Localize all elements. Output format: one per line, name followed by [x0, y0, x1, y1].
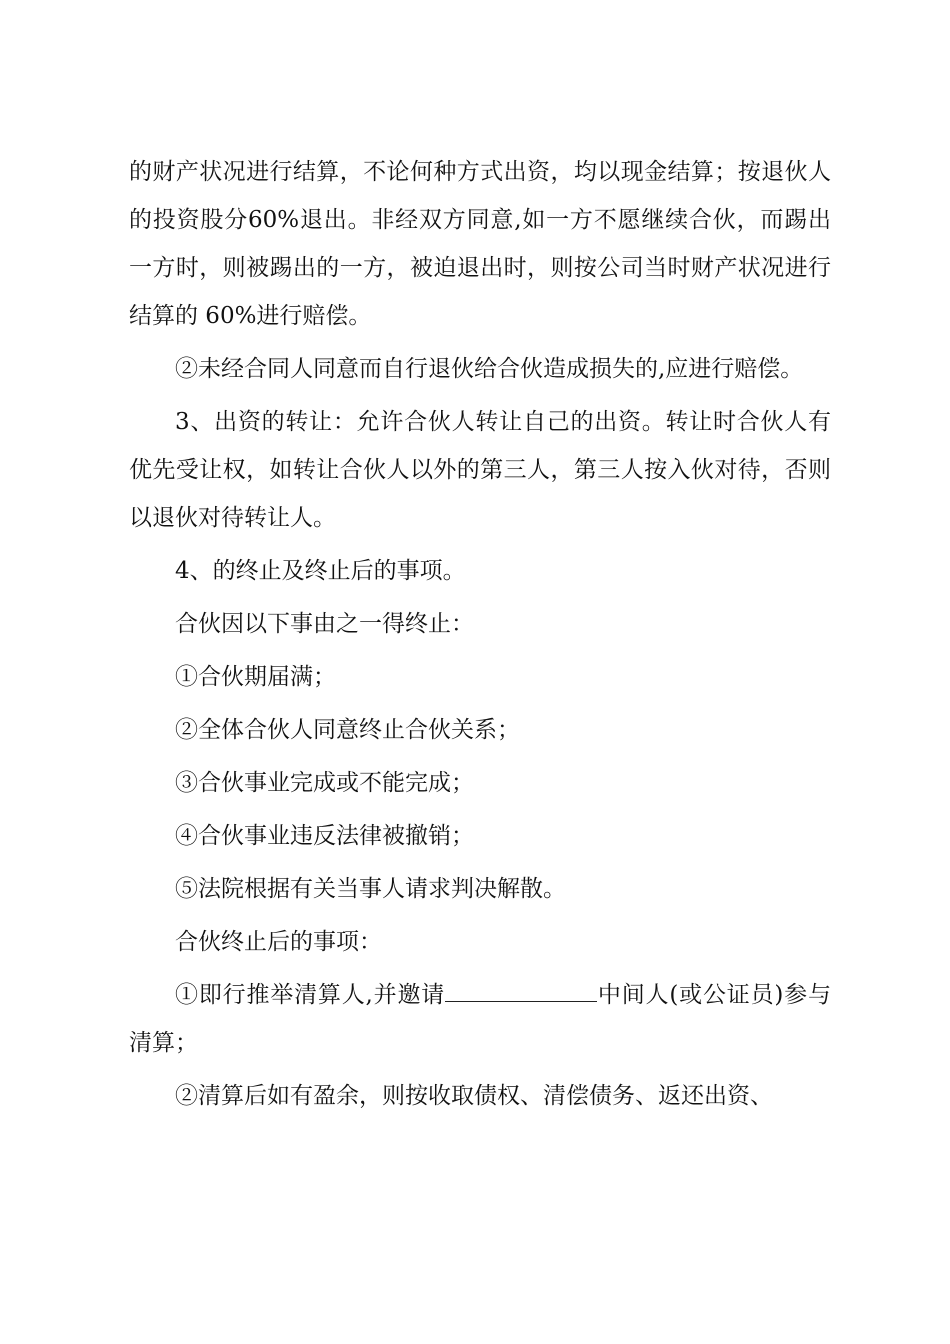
paragraph-settlement: 的财产状况进行结算，不论何种方式出资，均以现金结算；按退伙人的投资股分60%退出。非经双方同意,如一方不愿继续合伙，而踢出一方时，则被踢出的一方，被迫退出时，则按公司当时财产状况进行结算的 60%进行赔偿。 [129, 159, 831, 329]
list-item-illegal-revoked: ④合伙事业违反法律被撤销； [175, 823, 474, 849]
list-item-court-dissolution: ⑤法院根据有关当事人请求判决解散。 [175, 876, 566, 902]
paragraph-compensation: ②未经合同人同意而自行退伙给合伙造成损失的,应进行赔偿。 [175, 356, 804, 382]
liquidator-text-after: 中间人(或公证员)参与清算； [129, 982, 832, 1056]
list-item-business-complete: ③合伙事业完成或不能完成； [175, 770, 474, 796]
paragraph-capital-transfer: 3、出资的转让：允许合伙人转让自己的出资。转让时合伙人有优先受让权，如转让合伙人以外的第三人，第三人按入伙对待，否则以退伙对待转让人。 [129, 409, 831, 531]
paragraph-termination-heading: 4、的终止及终止后的事项。 [175, 558, 466, 584]
paragraph-termination-causes: 合伙因以下事由之一得终止： [175, 611, 474, 637]
liquidator-text-before: ①即行推举清算人,并邀请 [175, 982, 446, 1008]
list-item-all-agree: ②全体合伙人同意终止合伙关系； [175, 717, 520, 743]
list-item-surplus: ②清算后如有盈余，则按收取债权、清偿债务、返还出资、 [175, 1083, 773, 1109]
document-body [129, 148, 831, 1120]
list-item-term-expired: ①合伙期届满； [175, 664, 336, 690]
list-item-liquidator [129, 971, 831, 1067]
paragraph-post-termination: 合伙终止后的事项： [175, 929, 382, 955]
fill-in-blank[interactable] [445, 977, 597, 1002]
